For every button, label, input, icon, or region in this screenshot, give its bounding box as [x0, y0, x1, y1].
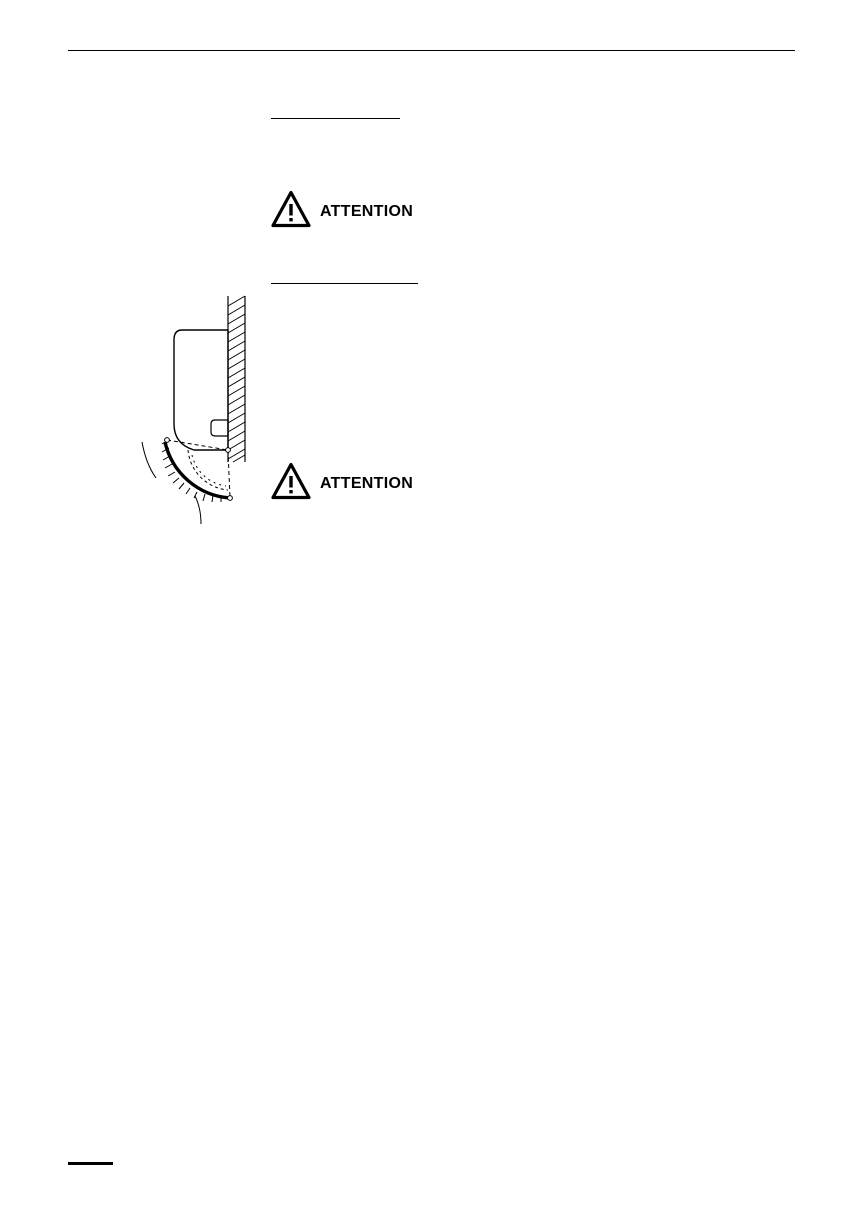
attention-label: ATTENTION [320, 474, 414, 492]
warning-triangle-icon [271, 190, 311, 233]
warning-triangle-icon [271, 462, 311, 505]
hatched-wall [228, 296, 245, 462]
attention-notice-1 [271, 190, 413, 233]
airflow-arc [162, 440, 230, 502]
attention-label: ATTENTION [320, 202, 414, 220]
indoor-unit-body [174, 330, 228, 450]
section-underline-middle [271, 283, 418, 284]
angle-node-markers [165, 438, 233, 501]
page-number-mark [68, 1162, 113, 1165]
header-divider [68, 50, 795, 51]
section-underline-top [271, 118, 400, 119]
wall-mounted-unit-swing-diagram [70, 292, 270, 532]
attention-notice-2 [271, 462, 413, 505]
